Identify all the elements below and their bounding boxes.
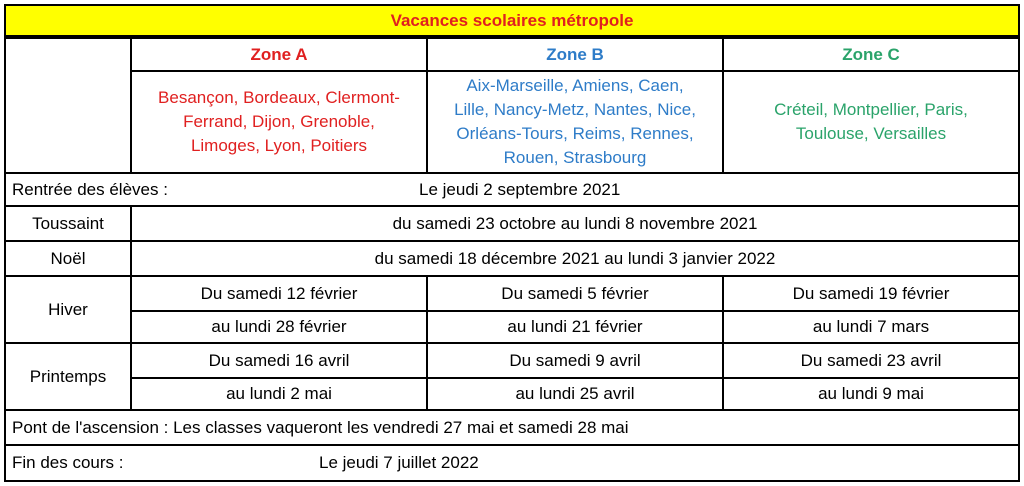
hiver-start-zone-c: Du samedi 19 février: [722, 275, 1020, 312]
hiver-start-zone-a: Du samedi 12 février: [130, 275, 428, 312]
zone-b-line: Aix-Marseille, Amiens, Caen,: [466, 76, 684, 95]
fin-label: Fin des cours :: [12, 453, 124, 472]
zone-a-academies: [130, 70, 428, 174]
printemps-end-zone-b: au lundi 25 avril: [426, 377, 724, 411]
printemps-start-zone-b: Du samedi 9 avril: [426, 342, 724, 379]
toussaint-label: Toussaint: [4, 205, 132, 242]
ascension-row: Pont de l'ascension : Les classes vaqueront les vendredi 27 mai et samedi 28 mai: [4, 409, 1020, 446]
zone-a-line: Ferrand, Dijon, Grenoble,: [183, 112, 375, 131]
hiver-end-zone-b: au lundi 21 février: [426, 310, 724, 344]
zone-c-line: Toulouse, Versailles: [795, 124, 947, 143]
zone-c-line: Créteil, Montpellier, Paris,: [774, 100, 968, 119]
hiver-label: Hiver: [4, 275, 132, 344]
zone-b-line: Lille, Nancy-Metz, Nantes, Nice,: [454, 100, 696, 119]
zone-b-header: Zone B: [426, 37, 724, 72]
table-title: Vacances scolaires métropole: [4, 4, 1020, 37]
noel-label: Noël: [4, 240, 132, 277]
fin-des-cours-row: [4, 444, 1020, 482]
printemps-start-zone-c: Du samedi 23 avril: [722, 342, 1020, 379]
zone-b-line: Orléans-Tours, Reims, Rennes,: [456, 124, 694, 143]
noel-dates: du samedi 18 décembre 2021 au lundi 3 janvier 2022: [130, 240, 1020, 277]
empty-corner-cell: [4, 37, 132, 174]
hiver-end-zone-a: au lundi 28 février: [130, 310, 428, 344]
rentree-row: [4, 172, 1020, 207]
hiver-end-zone-c: au lundi 7 mars: [722, 310, 1020, 344]
rentree-value: Le jeudi 2 septembre 2021: [419, 179, 621, 199]
printemps-end-zone-a: au lundi 2 mai: [130, 377, 428, 411]
zone-a-line: Besançon, Bordeaux, Clermont-: [158, 88, 400, 107]
zone-a-line: Limoges, Lyon, Poitiers: [190, 136, 368, 155]
zone-b-line: Rouen, Strasbourg: [503, 148, 647, 167]
hiver-start-zone-b: Du samedi 5 février: [426, 275, 724, 312]
printemps-end-zone-c: au lundi 9 mai: [722, 377, 1020, 411]
rentree-label: Rentrée des élèves :: [12, 179, 168, 199]
toussaint-dates: du samedi 23 octobre au lundi 8 novembre 2021: [130, 205, 1020, 242]
zone-b-academies: [426, 70, 724, 174]
fin-value: Le jeudi 7 juillet 2022: [319, 453, 479, 472]
zone-c-header: Zone C: [722, 37, 1020, 72]
zone-a-header: Zone A: [130, 37, 428, 72]
zone-c-academies: [722, 70, 1020, 174]
printemps-label: Printemps: [4, 342, 132, 411]
printemps-start-zone-a: Du samedi 16 avril: [130, 342, 428, 379]
